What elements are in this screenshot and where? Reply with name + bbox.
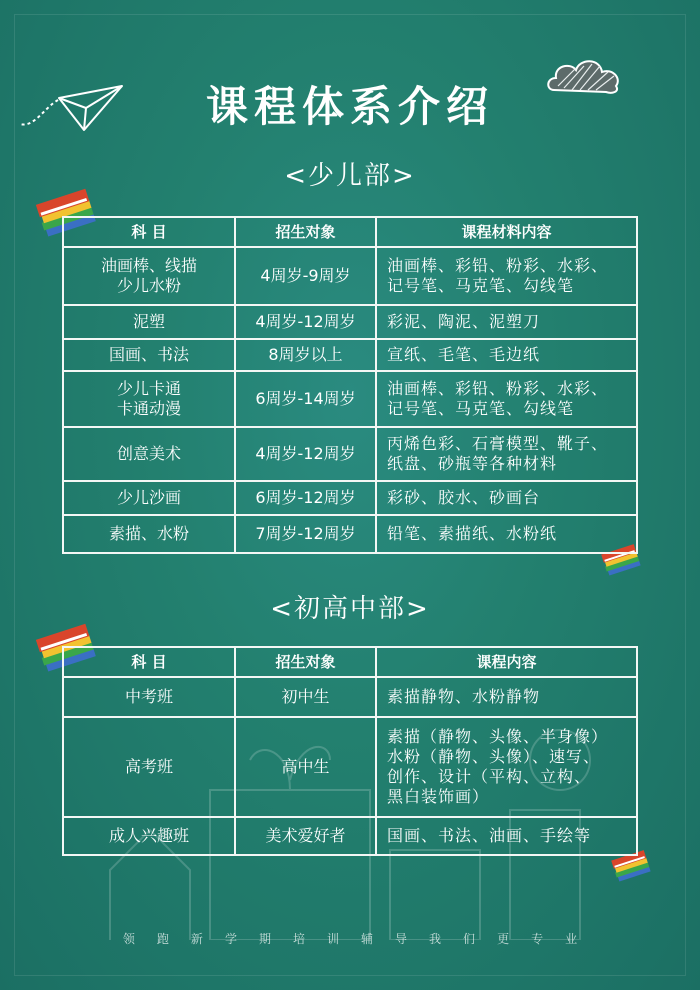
cell-subject-line: 成人兴趣班 [108, 826, 189, 845]
footer-char: 我 [429, 932, 442, 946]
cell-subject [63, 481, 235, 515]
cell-content-line: 素描（静物、头像、半身像） [387, 727, 609, 746]
cell-subject-line: 少儿沙画 [116, 488, 181, 507]
cell-target-line: 4周岁-12周岁 [255, 444, 356, 463]
cell-content-line: 宣纸、毛笔、毛边纸 [387, 345, 541, 364]
header-subject: 科 目 [63, 647, 235, 677]
cell-content-line: 彩泥、陶泥、泥塑刀 [387, 312, 541, 331]
table-row [63, 371, 637, 427]
cell-target [235, 515, 376, 553]
header-target: 招生对象 [235, 647, 376, 677]
cell-subject-line: 中考班 [124, 687, 173, 706]
table-row [63, 817, 637, 855]
cell-content [376, 339, 637, 371]
cell-subject-line: 高考班 [124, 757, 173, 776]
header-target: 招生对象 [235, 217, 376, 247]
cell-target [235, 817, 376, 855]
table-row [63, 247, 637, 305]
footer-char: 们 [463, 932, 476, 946]
footer-char: 培 [292, 932, 305, 946]
cell-content-line: 黑白装饰画） [387, 787, 490, 806]
header-content: 课程内容 [376, 647, 637, 677]
footer-char: 业 [565, 932, 578, 946]
cell-content [376, 371, 637, 427]
footer-char: 新 [190, 932, 203, 946]
table-header-row [63, 217, 637, 247]
cell-target-line: 6周岁-12周岁 [255, 488, 356, 507]
cell-target [235, 427, 376, 481]
cell-target [235, 339, 376, 371]
cell-subject [63, 817, 235, 855]
cell-content [376, 677, 637, 717]
cell-subject-line: 少儿水粉 [116, 276, 181, 295]
cell-content [376, 427, 637, 481]
header-content: 课程材料内容 [376, 217, 637, 247]
cell-target-line: 美术爱好者 [265, 826, 346, 845]
header-subject: 科 目 [63, 217, 235, 247]
cell-subject-line: 国画、书法 [108, 345, 189, 364]
cell-content [376, 305, 637, 339]
footer-char: 更 [497, 932, 510, 946]
cell-content-line: 铅笔、素描纸、水粉纸 [387, 524, 558, 543]
cell-content-line: 国画、书法、油画、手绘等 [387, 826, 592, 845]
footer-char: 辅 [361, 932, 374, 946]
table-row [63, 427, 637, 481]
cell-content-line: 水粉（静物、头像）、速写、 [387, 747, 601, 766]
cell-subject-line: 少儿卡通 [116, 379, 181, 398]
table-row [63, 305, 637, 339]
cell-target-line: 6周岁-14周岁 [255, 389, 356, 408]
cell-subject [63, 677, 235, 717]
cell-target-line: 4周岁-12周岁 [255, 312, 356, 331]
cell-content-line: 素描静物、水粉静物 [387, 687, 541, 706]
cell-target [235, 305, 376, 339]
cell-subject [63, 427, 235, 481]
cell-subject-line: 素描、水粉 [108, 524, 189, 543]
cell-target [235, 481, 376, 515]
cell-subject [63, 247, 235, 305]
cell-content-line: 油画棒、彩铅、粉彩、水彩、 [387, 379, 609, 398]
cell-content [376, 515, 637, 553]
cell-subject-line: 卡通动漫 [116, 399, 181, 418]
table-row [63, 677, 637, 717]
cell-content-line: 记号笔、马克笔、勾线笔 [387, 276, 575, 295]
cell-subject [63, 305, 235, 339]
cell-target-line: 8周岁以上 [268, 345, 343, 364]
cell-target-line: 高中生 [281, 757, 330, 776]
table-row [63, 339, 637, 371]
footer-char: 学 [224, 932, 237, 946]
table-row [63, 717, 637, 817]
cell-subject-line: 泥塑 [132, 312, 165, 331]
footer-char: 期 [258, 932, 271, 946]
cell-subject [63, 515, 235, 553]
cell-content-line: 丙烯色彩、石膏模型、靴子、 [387, 434, 609, 453]
section-title-children: <少儿部> [284, 161, 416, 191]
cell-target [235, 677, 376, 717]
footer-char: 跑 [156, 932, 169, 946]
footer-char: 训 [326, 932, 339, 946]
section-title-middle-high: <初高中部> [270, 594, 430, 624]
cell-content-line: 创作、设计（平构、立构、 [387, 767, 592, 786]
footer-slogan [0, 930, 700, 947]
cell-content [376, 481, 637, 515]
cell-content [376, 817, 637, 855]
cell-content-line: 彩砂、胶水、砂画台 [387, 488, 541, 507]
cell-subject-line: 油画棒、线描 [100, 256, 197, 275]
cell-subject [63, 339, 235, 371]
middle-high-course-table [62, 646, 638, 856]
cell-content-line: 纸盘、砂瓶等各种材料 [387, 454, 558, 473]
table-row [63, 481, 637, 515]
cell-target-line: 4周岁-9周岁 [260, 266, 351, 285]
cell-target-line: 初中生 [281, 687, 330, 706]
cell-target [235, 717, 376, 817]
table-row [63, 515, 637, 553]
cell-target [235, 247, 376, 305]
footer-char: 领 [122, 932, 135, 946]
cell-content-line: 油画棒、彩铅、粉彩、水彩、 [387, 256, 609, 275]
cell-content [376, 247, 637, 305]
table-header-row [63, 647, 637, 677]
cell-target-line: 7周岁-12周岁 [255, 524, 356, 543]
cell-content-line: 记号笔、马克笔、勾线笔 [387, 399, 575, 418]
cell-subject-line: 创意美术 [116, 444, 181, 463]
children-course-table [62, 216, 638, 554]
cell-content [376, 717, 637, 817]
footer-char: 导 [395, 932, 408, 946]
cell-subject [63, 717, 235, 817]
cell-target [235, 371, 376, 427]
cell-subject [63, 371, 235, 427]
page-title: 课程体系介绍 [205, 82, 494, 131]
footer-char: 专 [531, 932, 544, 946]
